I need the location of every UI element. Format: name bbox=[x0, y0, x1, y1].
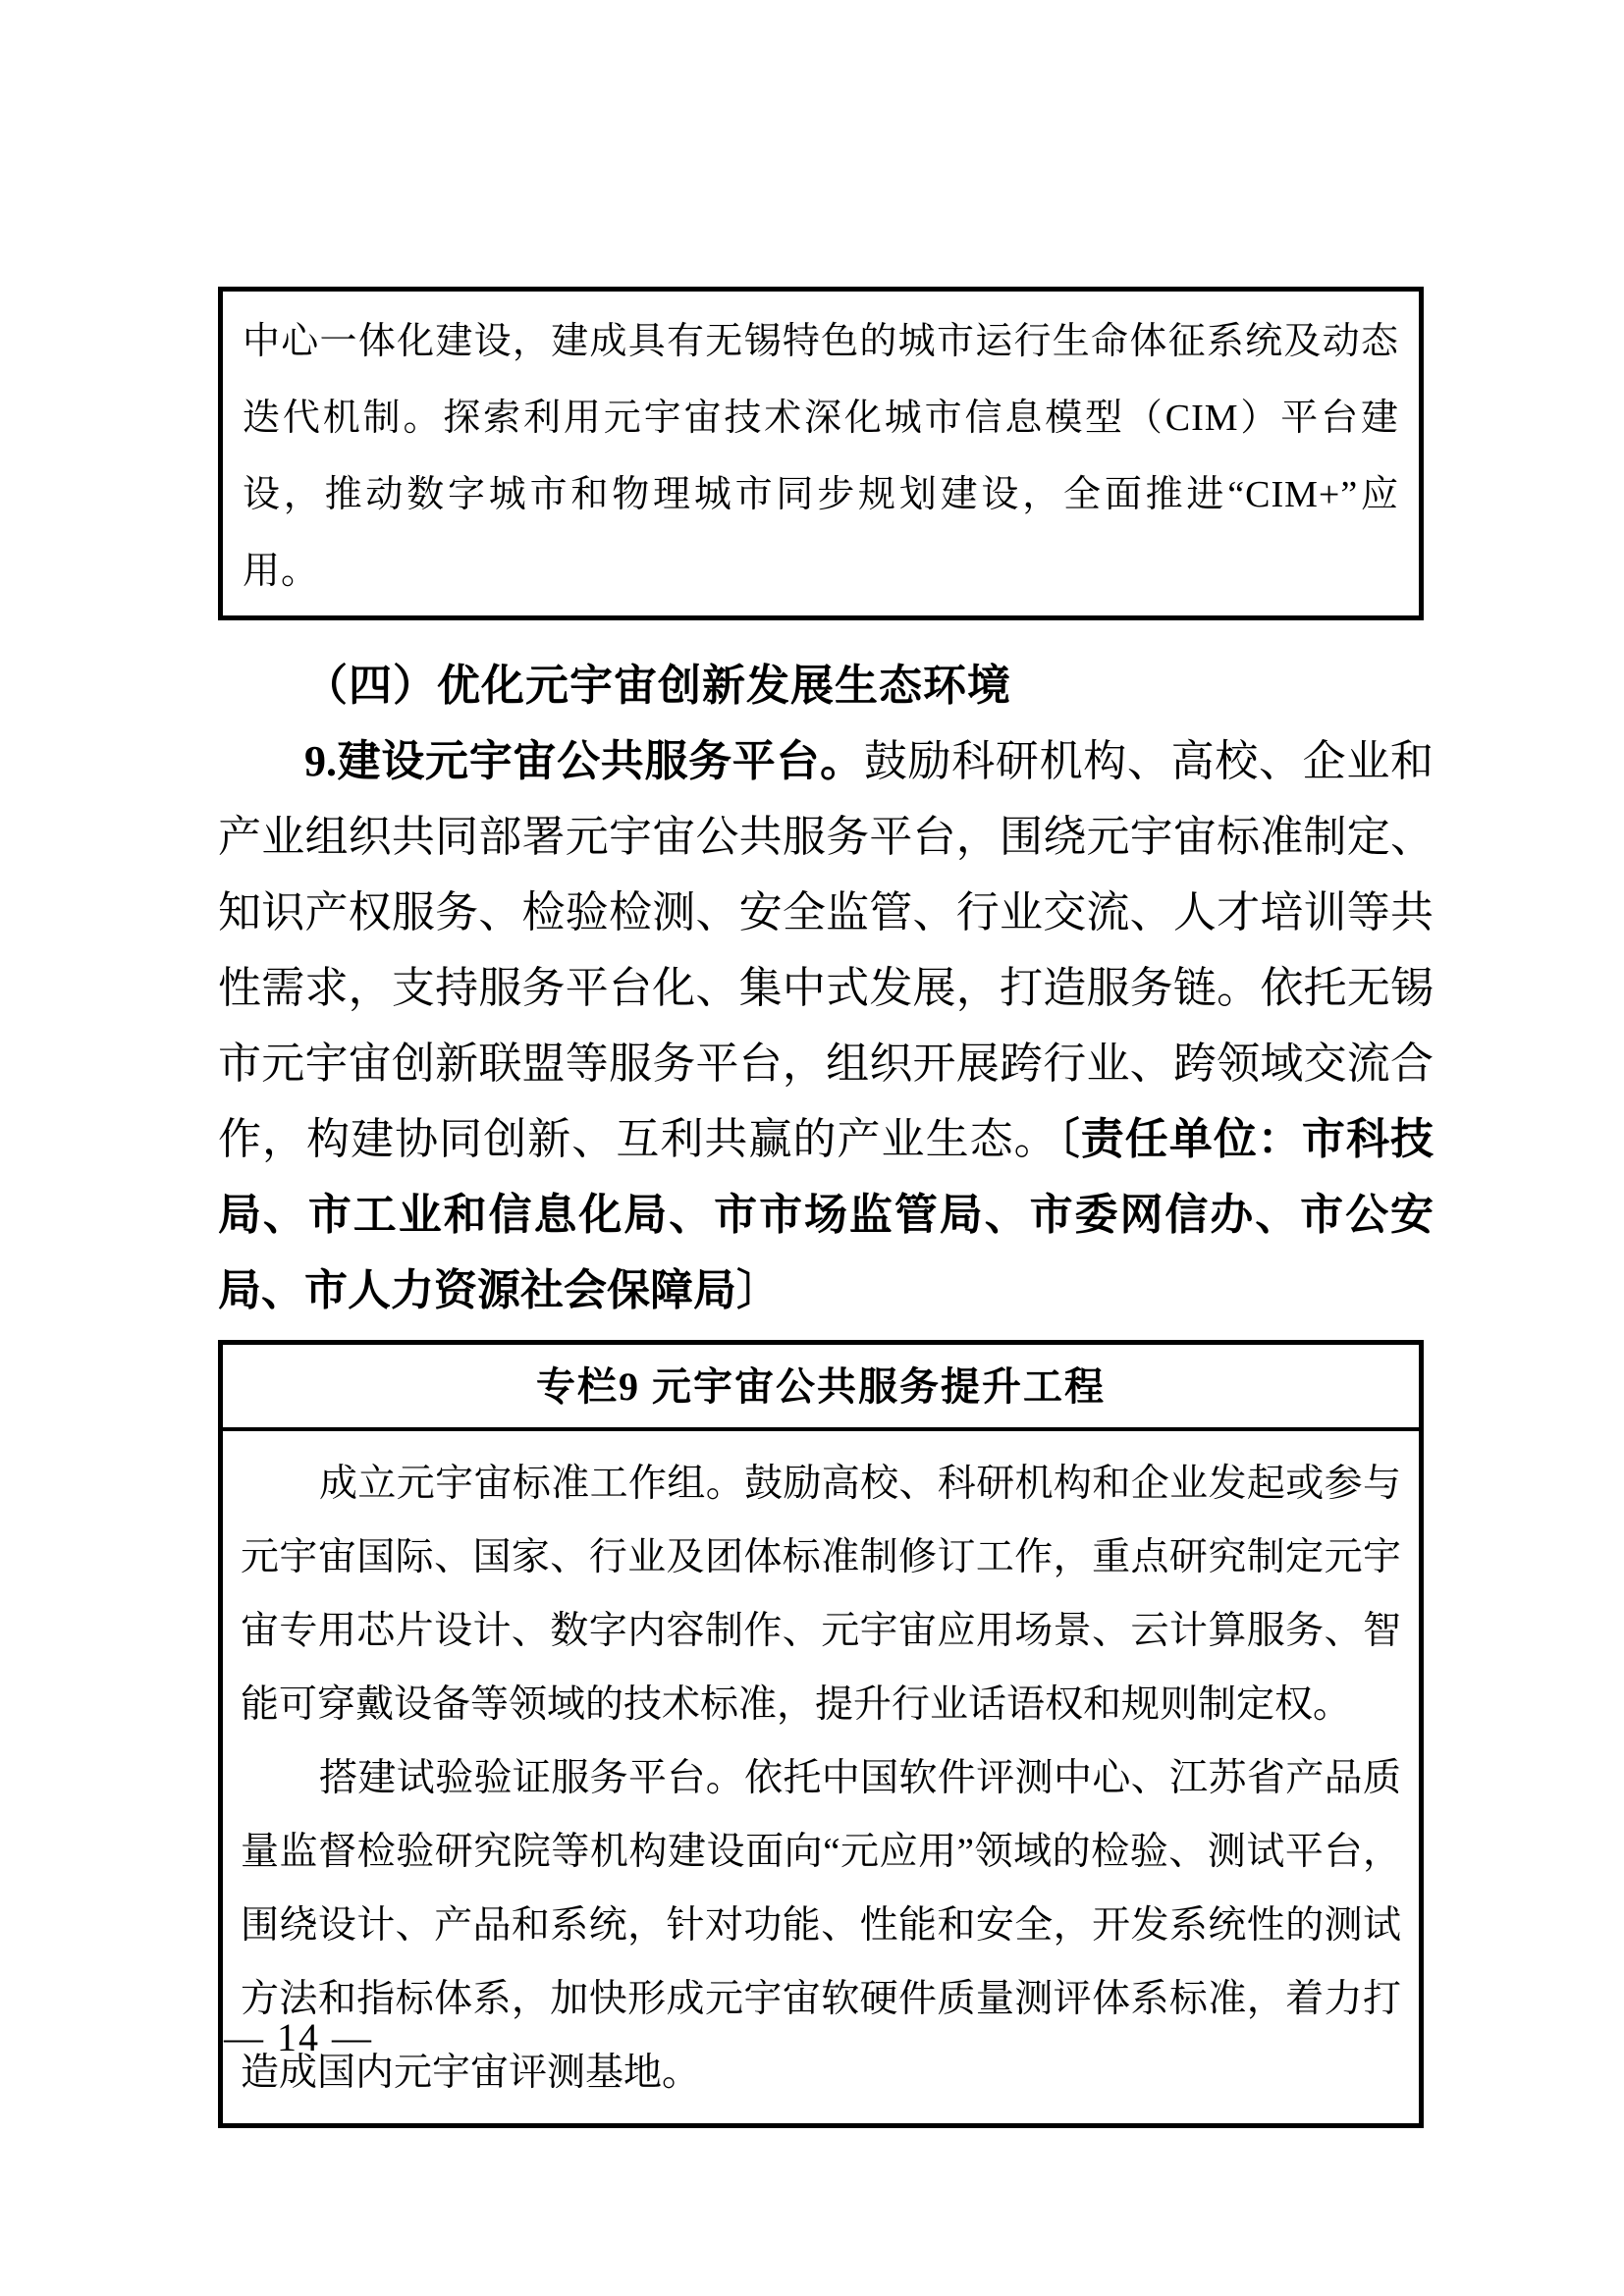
page-number: — 14 — bbox=[224, 2015, 373, 2059]
section-heading: （四）优化元宇宙创新发展生态环境 bbox=[304, 662, 1011, 710]
paragraph-9-responsibility: 〔责任单位：市科技局、市工业和信息化局、市市场监管局、市委网信办、市公安局、市人力资源社会保障局〕 bbox=[218, 1115, 1434, 1314]
continuation-box-text: 中心一体化建设，建成具有无锡特色的城市运行生命体征系统及动态迭代机制。探索利用元宇宙技术深化城市信息模型（CIM）平台建设，推动数字城市和物理城市同步规划建设，全面推进“CIM+”应用。 bbox=[243, 321, 1399, 592]
paragraph-9-body: 鼓励科研机构、高校、企业和产业组织共同部署元宇宙公共服务平台，围绕元宇宙标准制定、知识产权服务、检验检测、安全监管、行业交流、人才培训等共性需求，支持服务平台化、集中式发展，打造服务链。依托无锡市元宇宙创新联盟等服务平台，组织开展跨行业、跨领域交流合作，构建协同创新、互利共赢的产业生态。 bbox=[218, 737, 1435, 1163]
paragraph-9-lead: 9.建设元宇宙公共服务平台。 bbox=[304, 737, 864, 785]
feature-box-paragraph: 成立元宇宙标准工作组。鼓励高校、科研机构和企业发起或参与元宇宙国际、国家、行业及团体标准制修订工作，重点研究制定元宇宙专用芯片设计、数字内容制作、元宇宙应用场景、云计算服务、智能可穿戴设备等领域的技术标准，提升行业话语权和规则制定权。 bbox=[241, 1463, 1401, 1726]
feature-box-paragraph: 搭建试验验证服务平台。依托中国软件评测中心、江苏省产品质量监督检验研究院等机构建设面向“元应用”领域的检验、测试平台，围绕设计、产品和系统，针对功能、性能和安全，开发系统性的测试方法和指标体系，加快形成元宇宙软硬件质量测评体系标准，着力打造成国内元宇宙评测基地。 bbox=[241, 1757, 1401, 2094]
page-content bbox=[218, 287, 1434, 2128]
feature-box bbox=[218, 1340, 1424, 2128]
continuation-box bbox=[218, 287, 1424, 620]
feature-box-body bbox=[223, 1431, 1419, 2123]
feature-box-title: 专栏9 元宇宙公共服务提升工程 bbox=[223, 1345, 1419, 1431]
paragraph-9 bbox=[218, 723, 1434, 1328]
